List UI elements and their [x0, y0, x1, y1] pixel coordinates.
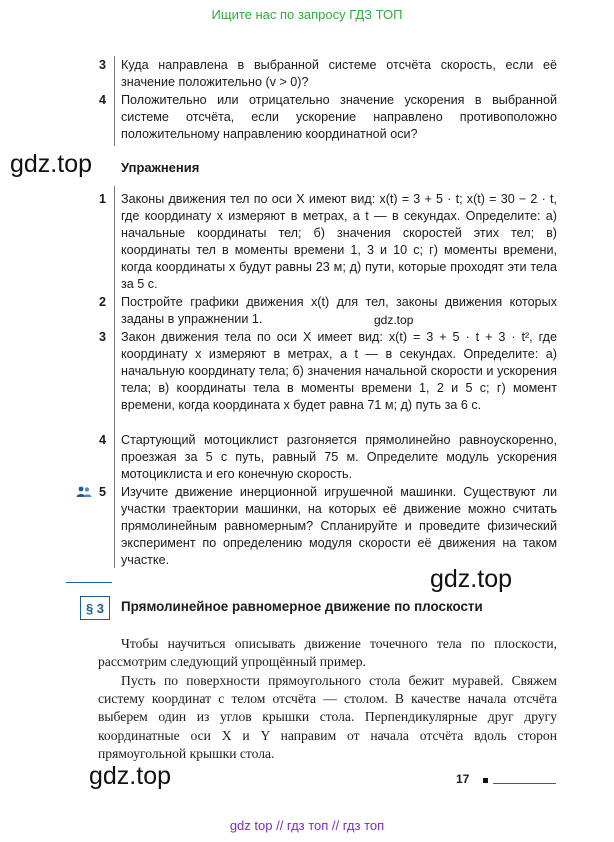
paragraph: Чтобы научиться описывать движение точечного тела по плоскости, рассмотрим следующий упрощённый пример.	[98, 636, 557, 670]
page-marker	[483, 778, 488, 783]
exercise-number: 1	[98, 192, 106, 206]
exercise-number: 2	[98, 295, 106, 309]
watermark: gdz.top	[89, 762, 172, 790]
exercise-text: Закон движения тела по оси X имеет вид: x(t) = 3 + 5 · t + 3 · t², где координату x измеряют в метрах, а t — в секундах. Определите: а) начальную координату тела; б) значения начальной скорости и ускорения тела; в) координаты тела в моменты времени 1, 2 и 5 с; г) момент времени, когда координата x будет равна 71 м; д) путь за 6 с.	[121, 330, 557, 412]
exercise-text: Постройте графики движения x(t) для тел, законы движения которых заданы в упражнении 1.	[121, 295, 557, 326]
question-number: 4	[98, 93, 106, 107]
exercise-text: Стартующий мотоциклист разгоняется прямолинейно равноускоренно, проезжая за 5 с путь, равный 75 м. Определите модуль ускорения мотоциклиста и его конечную скорость.	[121, 433, 557, 481]
paragraph: Пусть по поверхности прямоугольного стола бежит муравей. Свяжем систему координат с телом отсчёта — столом. В качестве начала отсчёта выберем один из углов крышки стола. Перпендикулярные друг другу координатные оси X и Y направим от начала отсчёта вдоль сторон прямоугольной крышки стола.	[98, 673, 557, 761]
watermark: gdz.top	[374, 313, 414, 327]
exercise-text: Законы движения тел по оси X имеют вид: x(t) = 3 + 5 · t; x(t) = 30 − 2 · t, где координату x измеряют в метрах, а t — в секундах. Определите: а) начальные координаты тел; б) значения скоростей этих тел; в) координаты тел в моменты времени 1, 3 и 10 с; г) моменты времени, когда координаты x будут равны 23 м; д) пути, которые проходят эти тела за 5 с.	[121, 192, 557, 291]
page-number: 17	[456, 772, 470, 786]
section-rule	[66, 582, 112, 583]
section-number: § 3	[80, 596, 110, 620]
exercise-text: Изучите движение инерционной игрушечной машинки. Существуют ли участки траектории машинки, на которых её движение можно считать прямолинейным равномерным? Спланируйте и проведите физический эксперимент по определению модуля скорости её движения на таком участке.	[121, 485, 557, 567]
page-rule	[493, 783, 556, 784]
top-banner: Ищите нас по запросу ГДЗ ТОП	[211, 7, 403, 22]
exercise-number: 3	[98, 330, 106, 344]
question-text: Куда направлена в выбранной системе отсчёта скорость, если её значение положительно (v > 0)?	[121, 58, 557, 89]
exercises-bar	[114, 186, 115, 568]
footer-links: gdz top // гдз топ // гдз топ	[229, 818, 385, 833]
exercises-heading: Упражнения	[121, 160, 200, 175]
question-text: Положительно или отрицательно значение ускорения в выбранной системе отсчёта, если ускорение направлено противоположно положительному направлению координатной оси?	[121, 93, 557, 141]
section-title: Прямолинейное равномерное движение по плоскости	[121, 599, 483, 614]
exercise-number: 5	[98, 485, 106, 499]
exercise-number: 4	[98, 433, 106, 447]
watermark: gdz.top	[430, 565, 513, 593]
question-number: 3	[98, 58, 106, 72]
watermark: gdz.top	[10, 150, 93, 178]
question-bar	[114, 56, 115, 146]
